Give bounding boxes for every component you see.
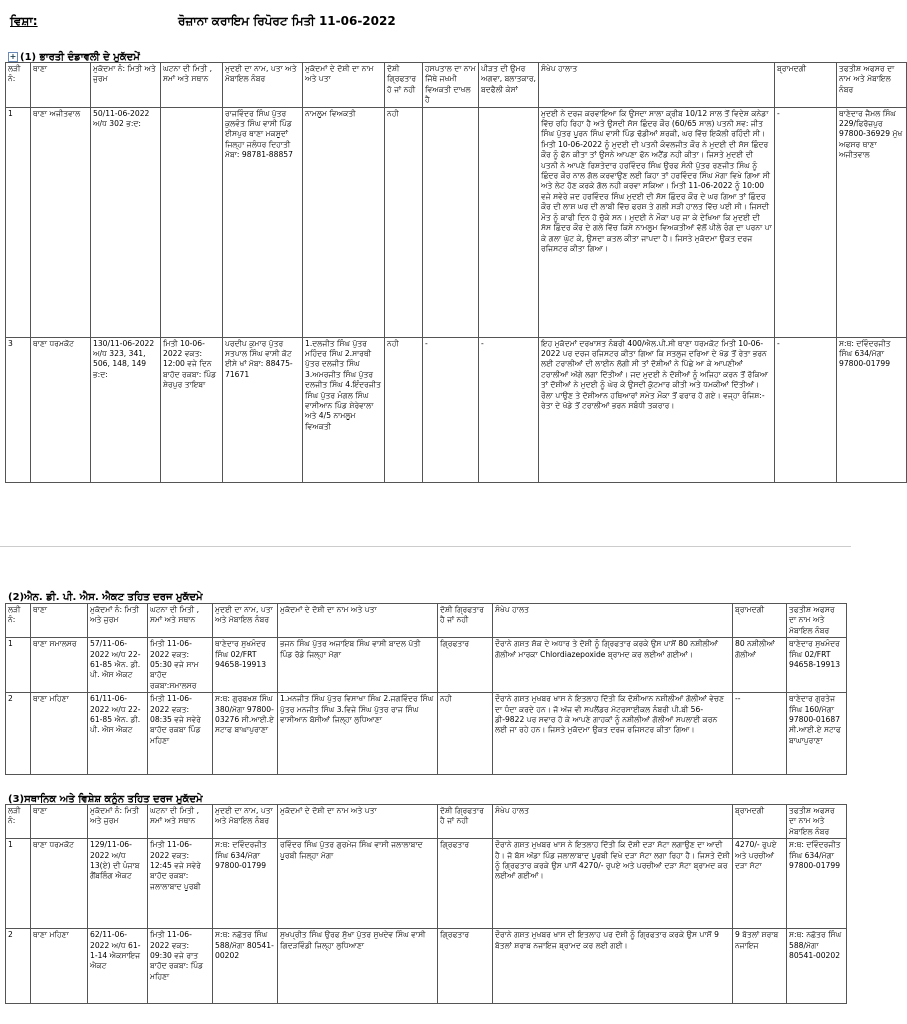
table-cell: ਥਾਣੇਦਾਰ ਜੈਮਲ ਸਿੰਘ 229/ਫਿਰੋਜ਼ਪੁਰ 97800-36929 ਮੁੱਖ ਅਫਸਰ ਥਾਣਾ ਅਜੀਤਵਾਲ [837,107,907,337]
table-cell: ਨਹੀ [385,107,423,337]
table-cell: ਥਾਣੇਦਾਰ ਸੁਖਮੰਦਰ ਸਿੰਘ 02/FRT 94658-19913 [213,638,278,693]
table-cell: 1 [6,107,31,337]
table-row [6,929,847,1004]
table-cell: ਦੌਰਾਨੇ ਗਸ਼ਤ ਸ਼ੱਕ ਦੇ ਅਧਾਰ ਤੇ ਦੋਸ਼ੀ ਨੂੰ ਗ੍ਰਿਫਤਾਰ ਕਰਕੇ ਉਸ ਪਾਸੋਂ 80 ਨਸ਼ੀਲੀਆਂ ਗੋਲੀਆਂ ਮਾਰਕਾ Chlordiazepoxide ਬ੍ਰਾਮਦ ਕਰ ਲਈਆਂ ਗਈਆਂ। [493,638,733,693]
table-cell: 2 [6,693,31,775]
table-cell: ਗ੍ਰਿਫਤਾਰ [438,839,493,929]
column-header: ਮੁਕੱਦਮਾਂ ਦੇ ਦੋਸ਼ੀ ਦਾ ਨਾਮ ਅਤੇ ਪਤਾ [278,604,438,638]
column-header: ਲੜੀ ਨੰ: [6,63,31,108]
ndps-cases-table [5,603,847,775]
header-row [6,604,847,638]
table-row [6,693,847,775]
column-header: ਸੰਖੇਪ ਹਾਲਤ [493,604,733,638]
column-header: ਥਾਣਾ [31,63,91,108]
table-cell: 2 [6,929,31,1004]
table-cell: ਮਿਤੀ 11-06-2022 ਵਕਤ: 12:45 ਵਜੇ ਸਵੇਰੇ ਬਾਹੱਦ ਰਕਬਾ: ਜਲਾਲਾਬਾਦ ਪੂਰਬੀ [148,839,213,929]
column-header: ਥਾਣਾ [31,805,88,839]
table-cell: ਸ:ਥ: ਦਵਿੰਦਰਜੀਤ ਸਿੰਘ 634/ਮੋਗਾ 97800-01799 [213,839,278,929]
column-header: ਬ੍ਰਾਮਦਗੀ [775,63,837,108]
table-cell: ਥਾਣਾ ਸਮਾਲਸਰ [31,638,88,693]
table-row [6,638,847,693]
table-cell [423,107,479,337]
column-header: ਤਫਤੀਸ਼ ਅਫਸਰ ਦਾ ਨਾਮ ਅਤੇ ਮੋਬਾਇਲ ਨੰਬਰ [787,604,847,638]
column-header: ਸੰਖੇਪ ਹਾਲਾਤ [539,63,775,108]
table-cell: ਦੌਰਾਨੇ ਗਸ਼ਤ ਮੁਖਬਰ ਖਾਸ ਦੀ ਇਤਲਾਹ ਪਰ ਦੋਸ਼ੀ ਨੂੰ ਗ੍ਰਿਫਤਾਰ ਕਰਕੇ ਉਸ ਪਾਸੋਂ 9 ਬੋਤਲਾਂ ਸ਼ਰਾਬ ਨਜਾਇਜ ਬ੍ਰਾਮਦ ਕਰ ਲਈ ਗਈ। [493,929,733,1004]
table-cell: ਥਾਣੇਦਾਰ ਗੁਰਤੇਜ ਸਿੰਘ 160/ਮੋਗਾ 97800-01687 ਸੀ.ਆਈ.ਏ ਸਟਾਫ ਬਾਘਾਪੁਰਾਣਾ [787,693,847,775]
table-cell: ਥਾਣਾ ਧਰਮਕੋਟ [31,839,88,929]
table-cell: ਰਵਿੰਦਰ ਸਿੰਘ ਪੁੱਤਰ ਗੁਰਮੇਜ ਸਿੰਘ ਵਾਸੀ ਜਲਾਲਾਬਾਦ ਪੂਰਬੀ ਜਿਲ੍ਹਾ ਮੋਗਾ [278,839,438,929]
column-header: ਲੜੀ ਨੰ: [6,805,31,839]
table-cell: ਨਾਮਲੂਮ ਵਿਅਕਤੀ [303,107,385,337]
table-cell: 9 ਬੋਤਲਾਂ ਸ਼ਰਾਬ ਨਜਾਇਜ [733,929,787,1004]
expand-icon[interactable]: + [9,52,17,61]
report-header [10,14,396,29]
column-header: ਮੁਦਈ ਦਾ ਨਾਮ, ਪਤਾ ਅਤੇ ਮੋਬਾਇਲ ਨੰਬਰ [213,805,278,839]
section3-title: (3)ਸਥਾਨਿਕ ਅਤੇ ਵਿਸ਼ੇਸ਼ ਕਨੂੰਨ ਤਹਿਤ ਦਰਜ ਮੁਕੱਦਮੇ [8,794,203,805]
table-cell: ਰਾਜਵਿੰਦਰ ਸਿੰਘ ਪੁੱਤਰ ਕੁਲਵੰਤ ਸਿੰਘ ਵਾਸੀ ਪਿੰਡ ਈਸਪੁਰ ਥਾਣਾ ਮਕਸੂਦਾਂ ਜਿਲ੍ਹਾ ਜਲੰਧਰ ਦਿਹਾਤੀ ਮੋਬਾ: 98781-88857 [223,107,303,337]
table-cell: ਸ:ਥ: ਨਛੱਤਰ ਸਿੰਘ 588/ਮੋਗਾ 80541-00202 [213,929,278,1004]
column-header: ਮੁਕੱਦਮਾਂ ਦੇ ਦੋਸ਼ੀ ਦਾ ਨਾਮ ਅਤੇ ਪਤਾ [278,805,438,839]
table-cell: ਸ:ਥ: ਨਛੱਤਰ ਸਿੰਘ 588/ਮੋਗਾ 80541-00202 [787,929,847,1004]
table-cell: ਦੌਰਾਨੇ ਗਸ਼ਤ ਮੁਖਬਰ ਖਾਸ ਨੇ ਇਤਲਾਹ ਦਿੱਤੀ ਕਿ ਦੋਸ਼ੀ ਦੜਾ ਸੱਟਾ ਲਗਾਉਣ ਦਾ ਆਦੀ ਹੈ। ਜੋ ਬੱਸ ਅੱਡਾ ਪਿੰਡ ਜਲਾਲਾਬਾਦ ਪੂਰਬੀ ਵਿਖੇ ਦੜਾ ਸੱਟਾ ਲਗਾ ਰਿਹਾ ਹੈ। ਜਿਸਤੇ ਦੋਸ਼ੀ ਨੂੰ ਗ੍ਰਿਫਤਾਰ ਕਰਕੇ ਉਸ ਪਾਸੋਂ 4270/- ਰੁਪਏ ਅਤੇ ਪਰਚੀਆਂ ਦੜਾ ਸੱਟਾ ਬ੍ਰਾਮਦ ਕਰ ਲਈਆਂ ਗਈਆਂ। [493,839,733,929]
column-header: ਮੁਕੱਦਮਾ ਨੰ: ਮਿਤੀ ਅਤੇ ਜੁਰਮ [91,63,161,108]
column-header: ਦੋਸ਼ੀ ਗ੍ਰਿਫਤਾਰ ਹੈ ਜਾਂ ਨਹੀ [438,604,493,638]
table-cell: ਗ੍ਰਿਫਤਾਰ [438,638,493,693]
table-cell: ਮੁਦਈ ਨੇ ਦਰਜ ਕਰਵਾਇਆ ਕਿ ਉਸਦਾ ਸਾਲਾ ਕ੍ਰੀਬ 10/12 ਸਾਲ ਤੋਂ ਵਿਦੇਸ਼ ਕਨੇਡਾ ਵਿੱਚ ਰਹਿ ਰਿਹਾ ਹੈ ਅਤੇ ਉਸਦੀ ਸੱਸ ਛਿੰਦਰ ਕੌਰ (60/65 ਸਾਲ) ਪਤਨੀ ਸਵ: ਜੀਤ ਸਿੰਘ ਪੁੱਤਰ ਪੂਰਨ ਸਿੰਘ ਵਾਸੀ ਪਿੰਡ ਢੱਡੀਆਂ ਸ਼ਰਕੀ, ਘਰ ਵਿੱਚ ਇਕੱਲੀ ਰਹਿੰਦੀ ਸੀ। ਮਿਤੀ 10-06-2022 ਨੂੰ ਮੁਦਈ ਦੀ ਪਤਨੀ ਕੰਵਲਜੀਤ ਕੌਰ ਨੇ ਮੁਦਈ ਦੀ ਸੱਸ ਛਿੰਦਰ ਕੌਰ ਨੂੰ ਫੋਨ ਕੀਤਾ ਤਾਂ ਉਸਨੇ ਆਪਣਾ ਫੋਨ ਅਟੈਂਡ ਨਹੀ ਕੀਤਾ। ਜਿਸਤੇ ਮੁਦਈ ਦੀ ਪਤਨੀ ਨੇ ਆਪਣੇ ਰਿਸ਼ਤੇਦਾਰ ਹਰਵਿੰਦਰ ਸਿੰਘ ਉਰਫ ਸੰਨੀ ਪੁੱਤਰ ਰਣਜੀਤ ਸਿੰਘ ਨੂੰ ਛਿੰਦਰ ਕੌਰ ਨਾਲ ਗੱਲ ਕਰਵਾਉਣ ਲਈ ਕਿਹਾ ਤਾਂ ਹਰਵਿੰਦਰ ਸਿੰਘ ਮੋਗਾ ਵਿਖੇ ਗਿਆ ਸੀ ਅਤੇ ਲੇਟ ਹੋਣ ਕਰਕੇ ਗੱਲ ਨਹੀ ਕਰਵਾ ਸਕਿਆ। ਮਿਤੀ 11-06-2022 ਨੂੰ 10:00 ਵਜੇ ਸਵੇਰੇ ਜਦ ਹਰਵਿੰਦਰ ਸਿੰਘ ਮੁਦਈ ਦੀ ਸੱਸ ਛਿੰਦਰ ਕੌਰ ਦੇ ਘਰ ਗਿਆ ਤਾਂ ਛਿੰਦਰ ਕੌਰ ਦੀ ਲਾਸ਼ ਘਰ ਦੀ ਲਾਬੀ ਵਿੱਚ ਫਰਸ਼ ਤੇ ਗਲੀ ਸੜੀ ਹਾਲਤ ਵਿੱਚ ਪਈ ਸੀ। ਜਿਸਦੀ ਮੌਤ ਨੂੰ ਕਾਫੀ ਦਿਨ ਹੋ ਚੁੱਕੇ ਸਨ। ਮੁਦਈ ਨੇ ਮੌਕਾ ਪਰ ਜਾ ਕੇ ਦੇਖਿਆ ਕਿ ਮੁਦਈ ਦੀ ਸੱਸ ਛਿੰਦਰ ਕੌਰ ਦੇ ਗਲੇ ਵਿੱਚ ਕਿਸੇ ਨਾਮਲੂਮ ਵਿਅਕਤੀਆਂ ਵੱਲੋਂ ਪੀਲੇ ਰੰਗ ਦਾ ਪਰਨਾ ਪਾ ਕੇ ਗਲਾ ਘੁੱਟ ਕੇ, ਉਸਦਾ ਕਤਲ ਕੀਤਾ ਜਾਪਦਾ ਹੈ। ਜਿਸਤੇ ਮੁਕੱਦਮਾ ਉਕਤ ਦਰਜ ਰਜਿਸਟਰ ਕੀਤਾ ਗਿਆ। [539,107,775,337]
table-row [6,337,907,482]
table-cell: ਭਜਨ ਸਿੰਘ ਪੁੱਤਰ ਅਜਾਇਬ ਸਿੰਘ ਵਾਸੀ ਬਾਦਲ ਪੱਤੀ ਪਿੰਡ ਰੋਡੇ ਜਿਲ੍ਹਾ ਮੋਗਾ [278,638,438,693]
column-header: ਘਟਨਾ ਦੀ ਮਿਤੀ , ਸਮਾਂ ਅਤੇ ਸਥਾਨ [148,805,213,839]
column-header: ਪੀੜਤ ਦੀ ਉਮਰ ਅਗਵਾ, ਬਲਾਤਕਾਰ, ਬਦਫੈਲੀ ਕੇਸਾਂ [479,63,539,108]
column-header: ਘਟਨਾ ਦੀ ਮਿਤੀ , ਸਮਾਂ ਅਤੇ ਸਥਾਨ [148,604,213,638]
table-cell: - [775,337,837,482]
table-cell: ਮਿਤੀ 11-06-2022 ਵਕਤ: 05:30 ਵਜੇ ਸਾਮ ਬਾਹੱਦ ਰਕਬਾ:ਸਮਾਲਸਰ [148,638,213,693]
table-row [6,107,907,337]
column-header: ਮੁਕੱਦਮਾਂ ਨੰ: ਮਿਤੀ ਅਤੇ ਜੁਰਮ [88,604,148,638]
table-cell: ਸ:ਥ: ਗੁਰਬਖਸ਼ ਸਿੰਘ 380/ਮੋਗਾ 97800-03276 ਸੀ.ਆਈ.ਏ ਸਟਾਫ ਬਾਘਾਪੁਰਾਣਾ [213,693,278,775]
column-header: ਘਟਨਾ ਦੀ ਮਿਤੀ , ਸਮਾਂ ਅਤੇ ਸਥਾਨ [161,63,223,108]
table-cell: ਥਾਣਾ ਮਹਿਣਾ [31,693,88,775]
table-cell: ਨਹੀ [438,693,493,775]
table-cell: ਥਾਣਾ ਅਜੀਤਵਾਲ [31,107,91,337]
table-cell: ਮਿਤੀ 10-06-2022 ਵਕਤ: 12:00 ਵਜੇ ਦਿਨ ਬਾਹੱਦ ਰਕਬਾ: ਪਿੰਡ ਸ਼ੇਰਪੁਰ ਤਾਇਬਾ [161,337,223,482]
table-cell: ਸੁਖਪ੍ਰੀਤ ਸਿੰਘ ਉਰਫ ਸੁੱਖਾ ਪੁੱਤਰ ਸੁਖਦੇਵ ਸਿੰਘ ਵਾਸੀ ਗਿਦੜਵਿੰਡੀ ਜਿਲ੍ਹਾ ਲੁਧਿਆਣਾ [278,929,438,1004]
table-cell: 1.ਦਲਜੀਤ ਸਿੰਘ ਪੁੱਤਰ ਮਹਿੰਦਰ ਸਿੰਘ 2.ਸਾਰਥੀ ਪੁੱਤਰ ਦਲਜੀਤ ਸਿੰਘ 3.ਅਮਰਜੀਤ ਸਿੰਘ ਪੁੱਤਰ ਦਲਜੀਤ ਸਿੰਘ 4.ਇੰਦਰਜੀਤ ਸਿੰਘ ਪੁੱਤਰ ਮੰਗਲ ਸਿੰਘ ਵਾਸੀਆਨ ਪਿੰਡ ਸ਼ੇਰੇਵਾਲਾ ਅਤੇ 4/5 ਨਾਮਲੂਮ ਵਿਅਕਤੀ [303,337,385,482]
column-header: ਤਫਤੀਸ਼ ਅਫਸਰ ਦਾ ਨਾਮ ਅਤੇ ਮੋਬਾਇਲ ਨੰਬਰ [787,805,847,839]
table-cell: - [775,107,837,337]
table-cell: ਮਿਤੀ 11-06-2022 ਵਕਤ: 09:30 ਵਜੇ ਰਾਤ ਬਾਹੱਦ ਰਕਬਾ: ਪਿੰਡ ਮਹਿਣਾ [148,929,213,1004]
column-header: ਮੁਦਈ ਦਾ ਨਾਮ, ਪਤਾ ਅਤੇ ਮੋਬਾਇਲ ਨੰਬਰ [213,604,278,638]
column-header: ਲੜੀ ਨੰ: [6,604,31,638]
table-cell: 4270/- ਰੁਪਏ ਅਤੇ ਪਰਚੀਆਂ ਦੜਾ ਸੱਟਾ [733,839,787,929]
table-cell: ਪਰਦੀਪ ਕੁਮਾਰ ਪੁੱਤਰ ਸਤਪਾਲ ਸਿੰਘ ਵਾਸੀ ਕੋਟ ਈਸੇ ਖਾਂ ਮੋਬਾ: 88475-71671 [223,337,303,482]
table-cell: ਥਾਣਾ ਧਰਮਕੋਟ [31,337,91,482]
table-cell: ਥਾਣੇਦਾਰ ਸੁਖਮੰਦਰ ਸਿੰਘ 02/FRT 94658-19913 [787,638,847,693]
column-header: ਥਾਣਾ [31,604,88,638]
table-cell: 3 [6,337,31,482]
column-header: ਬ੍ਰਾਮਦਗੀ [733,604,787,638]
column-header: ਮੁਦਈ ਦਾ ਨਾਮ, ਪਤਾ ਅਤੇ ਮੋਬਾਇਲ ਨੰਬਰ [223,63,303,108]
section2-title: (2)ਐਨ. ਡੀ. ਪੀ. ਐਸ. ਐਕਟ ਤਹਿਤ ਦਰਜ ਮੁਕੱਦਮੇ [8,592,203,603]
table-cell: - [479,337,539,482]
table-cell: 129/11-06-2022 ਅ/ਧ 13(ਏ) ਦੀ ਪੰਜਾਬ ਗੈਂਬਲਿੰਗ ਐਕਟ [88,839,148,929]
report-title: ਰੋਜ਼ਾਨਾ ਕਰਾਇਮ ਰਿਪੋਰਟ ਮਿਤੀ 11-06-2022 [178,14,396,28]
table-cell: -- [733,693,787,775]
table-cell: 80 ਨਸ਼ੀਲੀਆਂ ਗੋਲੀਆਂ [733,638,787,693]
ipc-cases-table [5,62,907,483]
page-break [0,528,851,566]
column-header: ਤਫਤੀਸ਼ ਅਫਸਰ ਦਾ ਨਾਮ ਅਤੇ ਮੋਬਾਇਲ ਨੰਬਰ [837,63,907,108]
page-divider [0,546,851,547]
table-cell: 1 [6,638,31,693]
header-row [6,805,847,839]
table-cell [479,107,539,337]
table-cell: ਇਹ ਮੁਕੱਦਮਾਂ ਦਰਖਾਸਤ ਨੰਬਰੀ 400/ਐਲ.ਪੀ.ਸੀ ਥਾਣਾ ਧਰਮਕੋਟ ਮਿਤੀ 10-06-2022 ਪਰ ਦਰਜ ਰਜਿਸਟਰ ਕੀਤਾ ਗਿਆ ਕਿ ਸਤਲੁਜ ਦਰਿਆ ਦੇ ਖੱਡ ਤੋਂ ਰੇਤਾ ਭਰਨ ਲਈ ਟਰਾਲੀਆਂ ਦੀ ਲਾਈਨ ਲੱਗੀ ਸੀ ਤਾਂ ਦੋਸ਼ੀਆਂ ਨੇ ਪਿੱਛੇ ਆ ਕੇ ਆਪਣੀਆਂ ਟਰਾਲੀਆਂ ਅੱਗੇ ਲਗਾ ਦਿੱਤੀਆਂ। ਜਦ ਮੁਦਈ ਨੇ ਦੋਸ਼ੀਆਂ ਨੂੰ ਅਜਿਹਾ ਕਰਨ ਤੋਂ ਰੋਕਿਆ ਤਾਂ ਦੋਸ਼ੀਆਂ ਨੇ ਮੁਦਈ ਨੂੰ ਘੇਰ ਕੇ ਉਸਦੀ ਕੁੱਟਮਾਰ ਕੀਤੀ ਅਤੇ ਧਮਕੀਆਂ ਦਿੱਤੀਆਂ। ਰੌਲਾ ਪਾਉਣ ਤੇ ਦੋਸ਼ੀਆਨ ਹਥਿਆਰਾਂ ਸਮੇਤ ਮੌਕਾ ਤੋਂ ਫਰਾਰ ਹੋ ਗਏ। ਵਜ੍ਹਾ ਰੰਜਿਸ਼:- ਰੇਤਾ ਦੇ ਖੱਡੇ ਤੋਂ ਟਰਾਲੀਆਂ ਭਰਨ ਸਬੰਧੀ ਤਕਰਾਰ। [539,337,775,482]
table-cell: - [423,337,479,482]
table-cell: 130/11-06-2022 ਅ/ਧ 323, 341, 506, 148, 149 ਭ:ਦ: [91,337,161,482]
table-cell: ਦੌਰਾਨੇ ਗਸ਼ਤ ਮੁਖਬਰ ਖਾਸ ਨੇ ਇਤਲਾਹ ਦਿੱਤੀ ਕਿ ਦੋਸ਼ੀਆਨ ਨਸ਼ੀਲੀਆਂ ਗੋਲੀਆਂ ਵੇਚਣ ਦਾ ਧੰਦਾ ਕਰਦੇ ਹਨ। ਜੋ ਅੱਜ ਵੀ ਸਪਲੈਂਡਰ ਮੋਟਰਸਾਈਕਲ ਨੰਬਰੀ ਪੀ.ਬੀ 56-ਡੀ-9822 ਪਰ ਸਵਾਰ ਹੋ ਕੇ ਆਪਣੇ ਗਾਹਕਾਂ ਨੂੰ ਨਸ਼ੀਲੀਆਂ ਗੋਲੀਆਂ ਸਪਲਾਈ ਕਰਨ ਲਈ ਜਾ ਰਹੇ ਹਨ। ਜਿਸਤੇ ਮੁਕੱਦਮਾ ਉਕਤ ਦਰਜ ਰਜਿਸਟਰ ਕੀਤਾ ਗਿਆ। [493,693,733,775]
table-cell: 1.ਮਨਜੀਤ ਸਿੰਘ ਪੁੱਤਰ ਵਿਸਾਖਾ ਸਿੰਘ 2.ਜਗਵਿੰਦਰ ਸਿੰਘ ਪੁੱਤਰ ਮਨਜੀਤ ਸਿੰਘ 3.ਵਿਜੇ ਸਿੰਘ ਪੁੱਤਰ ਰਾਜ ਸਿੰਘ ਵਾਸੀਆਨ ਬੱਸੀਆਂ ਜਿਲ੍ਹਾ ਲੁਧਿਆਣਾ [278,693,438,775]
table-cell: ਸ:ਥ: ਦਵਿੰਦਰਜੀਤ ਸਿੰਘ 634/ਮੋਗਾ 97800-01799 [837,337,907,482]
table-cell: ਥਾਣਾ ਮਹਿਣਾ [31,929,88,1004]
table-cell: 50/11-06-2022 ਅ/ਧ 302 ਭ:ਦ: [91,107,161,337]
table-cell: ਗ੍ਰਿਫਤਾਰ [438,929,493,1004]
column-header: ਹਸਪਤਾਲ ਦਾ ਨਾਮ ਜਿੱਥੇ ਜਖਮੀ ਵਿਅਕਤੀ ਦਾਖਲ ਹੈ [423,63,479,108]
column-header: ਬ੍ਰਾਮਦਗੀ [733,805,787,839]
section1-title: + (1) ਭਾਰਤੀ ਦੰਡਾਵਲੀ ਦੇ ਮੁਕੱਦਮੇਂ [9,52,140,63]
table-cell: 1 [6,839,31,929]
table-cell: ਨਹੀ [385,337,423,482]
local-special-law-cases-table [5,804,847,1004]
table-row [6,839,847,929]
table-cell [161,107,223,337]
table-cell: ਸ:ਥ: ਦਵਿੰਦਰਜੀਤ ਸਿੰਘ 634/ਮੋਗਾ 97800-01799 [787,839,847,929]
column-header: ਸੰਖੇਪ ਹਾਲਤ [493,805,733,839]
column-header: ਦੋਸ਼ੀ ਗ੍ਰਿਫਤਾਰ ਹੋ ਜਾਂ ਨਹੀ [385,63,423,108]
table-cell: ਮਿਤੀ 11-06-2022 ਵਕਤ: 08:35 ਵਜੇ ਸਵੇਰੇ ਬਾਹੱਦ ਰਕਬਾ ਪਿੰਡ ਮਹਿਣਾ [148,693,213,775]
subject-label: ਵਿਸ਼ਾ: [10,14,38,28]
table-cell: 61/11-06-2022 ਅ/ਧ 22-61-85 ਐਨ. ਡੀ. ਪੀ. ਐਸ ਐਕਟ [88,693,148,775]
table-cell: 57/11-06-2022 ਅ/ਧ 22-61-85 ਐਨ. ਡੀ. ਪੀ. ਐਸ ਐਕਟ [88,638,148,693]
header-row [6,63,907,108]
column-header: ਮੁਕੱਦਮਾਂ ਨੰ: ਮਿਤੀ ਅਤੇ ਜੁਰਮ [88,805,148,839]
column-header: ਦੋਸ਼ੀ ਗ੍ਰਿਫਤਾਰ ਹੈ ਜਾਂ ਨਹੀ [438,805,493,839]
table-cell: 62/11-06-2022 ਅ/ਧ 61-1-14 ਐਕਸਾਇਜ ਐਕਟ [88,929,148,1004]
column-header: ਮੁਕੱਦਮਾਂ ਦੇ ਦੋਸ਼ੀ ਦਾ ਨਾਮ ਅਤੇ ਪਤਾ [303,63,385,108]
